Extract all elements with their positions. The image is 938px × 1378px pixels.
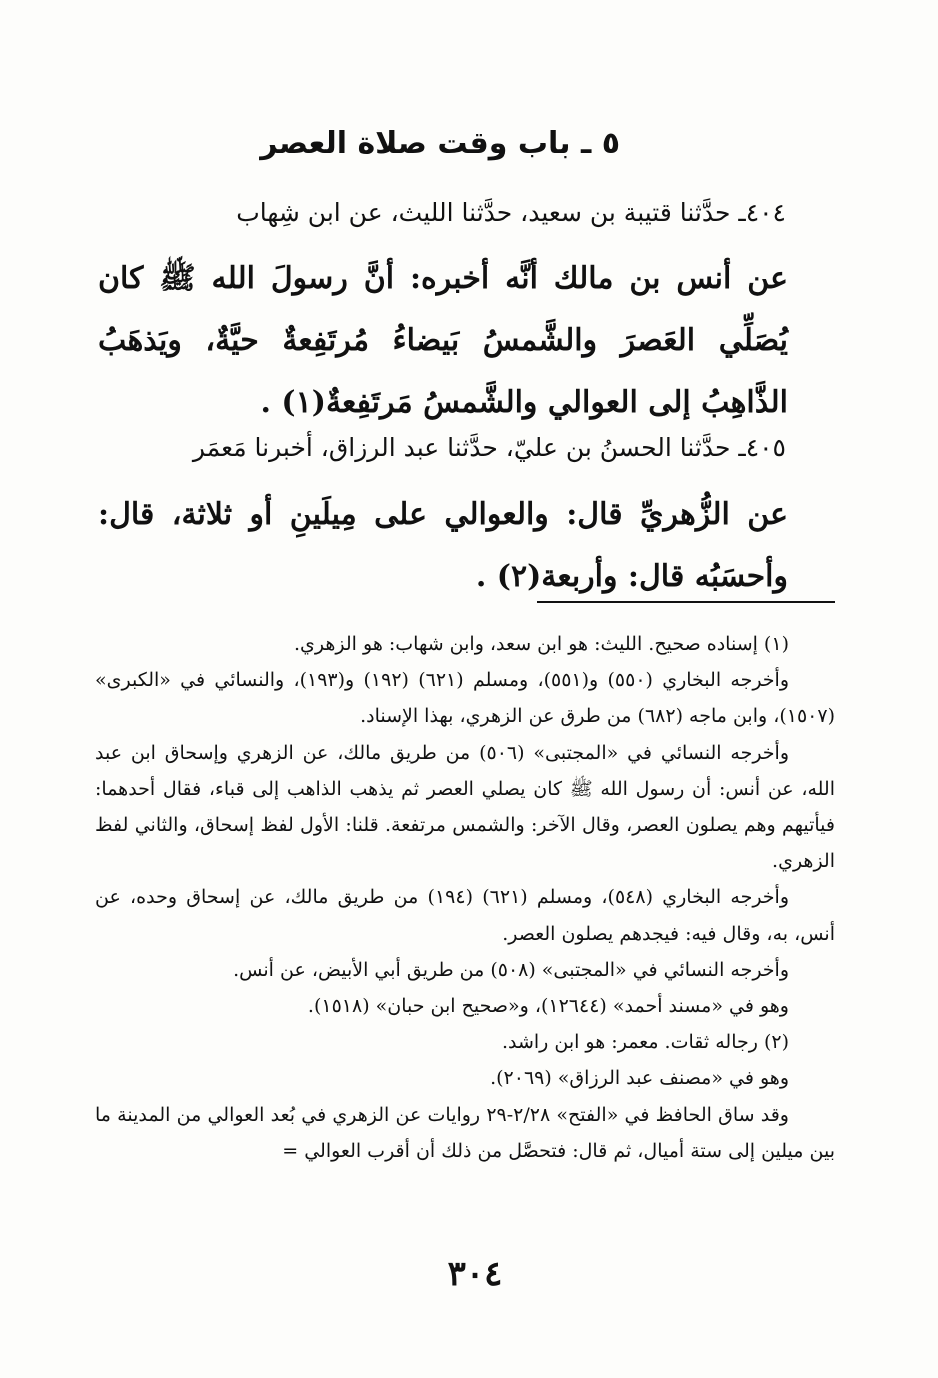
hadith-405-isnad: ٤٠٥ـ حدَّثنا الحسنُ بن عليّ، حدَّثنا عبد الرزاق، أخبرنا مَعمَر <box>192 433 786 462</box>
chapter-title: ٥ ـ باب وقت صلاة العصر <box>260 126 620 161</box>
hadith-404-matn: عن أنس بن مالك أنَّه أخبره: أنَّ رسولَ الله ﷺ كان يُصَلِّي العَصرَ والشَّمسُ بَيضاءُ مُرتَفِعةٌ حيَّةٌ، ويَذهَبُ الذَّاهِبُ إلى العوالي والشَّمسُ مَرتَفِعةٌ(١) . <box>98 261 788 420</box>
footnote-1-nasai: وأخرجه النسائي في «المجتبى» (٥٠٦) من طريق مالك، عن الزهري وإسحاق ابن عبد الله، عن أنس: أن رسول الله ﷺ كان يصلي العصر ثم يذهب الذاهب إلى قباء، فقال أحدهما: فيأتيهم وهم يصلون العصر، وقال الآخر: والشمس مرتفعة. قلنا: الأول لفظ إسحاق، والثاني لفظ الزهري. <box>95 741 835 873</box>
footnote-1-bukhari: وأخرجه البخاري (٥٥٠) و(٥٥١)، ومسلم (٦٢١) (١٩٢) و(١٩٣)، والنسائي في «الكبرى» (١٥٠٧)، وابن ماجه (٦٨٢) من طرق عن الزهري، بهذا الإسناد. <box>95 669 835 728</box>
footnote-1-intro: (١) إسناده صحيح. الليث: هو ابن سعد، وابن شهاب: هو الزهري. <box>294 633 789 655</box>
footnotes <box>95 626 835 1169</box>
footnote-1-musnad: وهو في «مسند أحمد» (١٢٦٤٤)، و«صحيح ابن حبان» (١٥١٨). <box>307 995 789 1018</box>
footnote-2-fath: وقد ساق الحافظ في «الفتح» ٢/٢٨-٢٩ روايات عن الزهري في بُعد العوالي من المدينة ما بين ميلين إلى ستة أميال، ثم قال: فتحصَّل من ذلك أن أقرب العوالي = <box>95 1103 835 1162</box>
footnote-2-intro: (٢) رجاله ثقات. معمر: هو ابن راشد. <box>501 1031 789 1054</box>
footnote-2-musannaf: وهو في «مصنف عبد الرزاق» (٢٠٦٩). <box>490 1067 789 1090</box>
footnote-1-nasai-abyad: وأخرجه النسائي في «المجتبى» (٥٠٨) من طريق أبي الأبيض، عن أنس. <box>233 958 789 981</box>
page-number: ٣٠٤ <box>447 1254 503 1294</box>
hadith-404-isnad: ٤٠٤ـ حدَّثنا قتيبة بن سعيد، حدَّثنا الليث، عن ابن شِهاب <box>236 198 786 227</box>
footnote-divider <box>537 601 835 603</box>
footnote-1-bukhari-muslim: وأخرجه البخاري (٥٤٨)، ومسلم (٦٢١) (١٩٤) من طريق مالك، عن إسحاق وحده، عن أنس، به، وقال فيه: فيجدهم يصلون العصر. <box>95 886 835 945</box>
hadith-405-matn: عن الزُّهريِّ قال: والعوالي على مِيلَينِ أو ثلاثة، قال: وأحسَبُه قال: وأربعة(٢) . <box>98 497 788 594</box>
